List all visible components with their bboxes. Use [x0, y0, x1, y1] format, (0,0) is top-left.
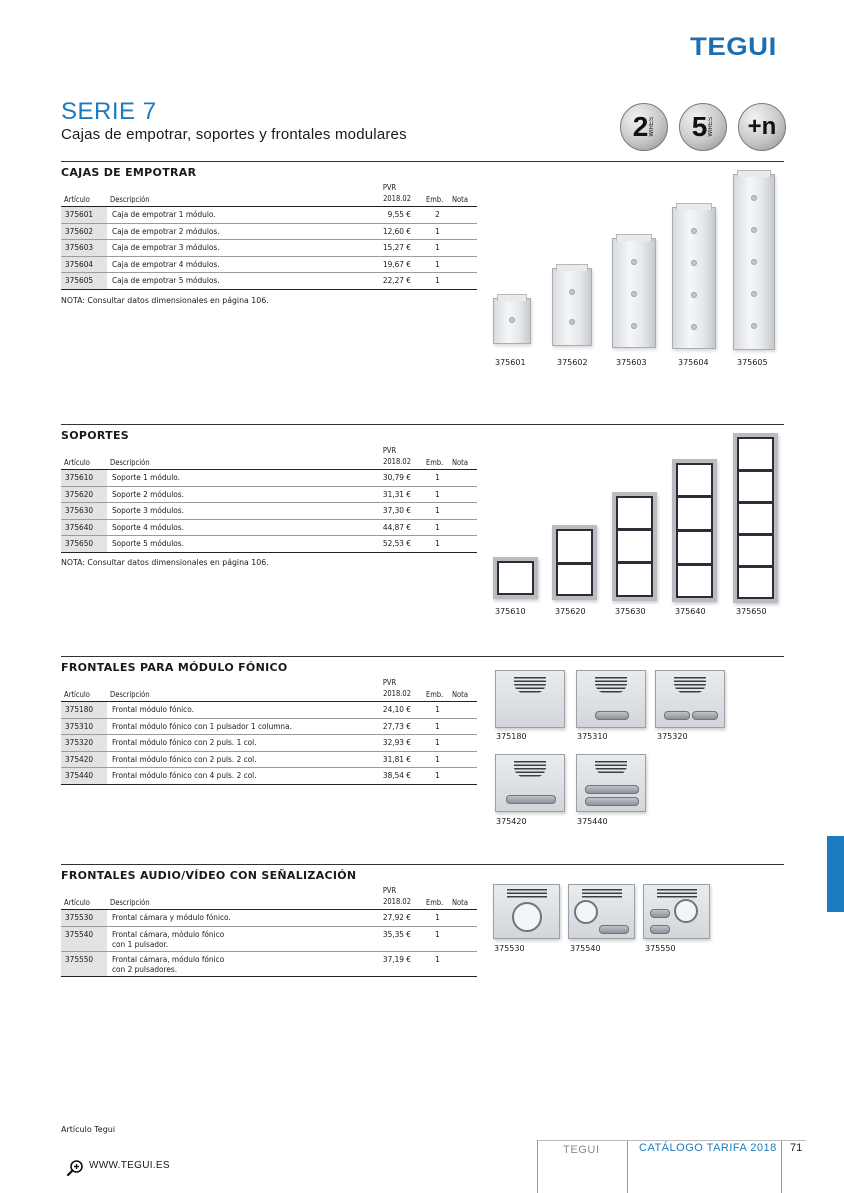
knockout-hole: [691, 228, 697, 234]
product-image-375530: [493, 884, 560, 939]
nota: [449, 256, 477, 273]
website-link[interactable]: WWW.TEGUI.ES: [89, 1160, 170, 1171]
push-button-icon: [506, 795, 556, 804]
product-caption: 375420: [496, 817, 527, 826]
price: 32,93 €: [365, 735, 423, 752]
table-row: [61, 926, 477, 951]
col-descripcion: Descripción: [107, 182, 365, 207]
knockout-hole: [691, 292, 697, 298]
module-divider: [616, 528, 653, 531]
table-row: [61, 240, 477, 257]
price: 35,35 €: [365, 926, 423, 951]
nota: [449, 951, 477, 976]
module-divider: [676, 529, 713, 532]
badge-number: 5: [691, 111, 708, 142]
table-row: [61, 910, 477, 927]
col-descripcion: Descripción: [107, 677, 365, 702]
speaker-grille: [674, 677, 706, 693]
description-line-2: con 1 pulsador.: [112, 938, 169, 949]
knockout-hole: [751, 227, 757, 233]
push-button-icon: [650, 909, 670, 918]
emb: 1: [423, 910, 449, 927]
article-code: 375602: [61, 223, 107, 240]
push-button-icon: [585, 785, 639, 794]
knockout-hole: [751, 323, 757, 329]
table-row: [61, 702, 477, 719]
price: 31,81 €: [365, 751, 423, 768]
col-nota: Nota: [449, 445, 477, 470]
product-image-375320: [655, 670, 725, 728]
module-divider: [737, 565, 774, 568]
description: Caja de empotrar 4 módulos.: [107, 256, 365, 273]
nota: [449, 519, 477, 536]
knockout-hole: [751, 291, 757, 297]
product-caption: 375650: [736, 607, 767, 616]
price: 24,10 €: [365, 702, 423, 719]
product-caption: 375602: [557, 358, 588, 367]
article-code: 375440: [61, 768, 107, 785]
product-caption: 375530: [494, 944, 525, 953]
table-row: [61, 503, 477, 520]
knockout-hole: [631, 259, 637, 265]
price: 38,54 €: [365, 768, 423, 785]
table-row: [61, 519, 477, 536]
product-caption: 375540: [570, 944, 601, 953]
article-code: 375601: [61, 207, 107, 224]
description: Caja de empotrar 3 módulos.: [107, 240, 365, 257]
module-divider: [737, 533, 774, 536]
table-row: [61, 470, 477, 487]
emb: 1: [423, 519, 449, 536]
camera-lens-icon: [512, 902, 542, 932]
col-emb: Emb.: [423, 182, 449, 207]
description: Caja de empotrar 5 módulos.: [107, 273, 365, 290]
nota: [449, 718, 477, 735]
footer-catalog: CATÁLOGO TARIFA 2018: [639, 1142, 777, 1154]
col-nota: Nota: [449, 885, 477, 910]
product-image-375601: [493, 298, 531, 344]
badge-plus-label: +n: [747, 113, 777, 140]
speaker-grille: [595, 761, 627, 775]
module-divider: [676, 495, 713, 498]
nota: [449, 503, 477, 520]
product-image-375640: [672, 459, 717, 602]
product-image-375540: [568, 884, 635, 939]
section-title: CAJAS DE EMPOTRAR: [61, 166, 197, 179]
col-articulo: Artículo: [61, 677, 107, 702]
table-header-row: [61, 885, 477, 910]
article-code: 375603: [61, 240, 107, 257]
product-caption: 375603: [616, 358, 647, 367]
description-line: Frontal cámara, módulo fónico: [112, 928, 225, 939]
page-number: 71: [790, 1142, 803, 1154]
dimension-note: NOTA: Consultar datos dimensionales en página 106.: [61, 558, 269, 567]
footer-rule: [538, 1140, 806, 1141]
product-image-375440: [576, 754, 646, 812]
table-header-row: [61, 182, 477, 207]
table-header-row: [61, 445, 477, 470]
speaker-grille: [507, 889, 547, 898]
price: 27,92 €: [365, 910, 423, 927]
price: 12,60 €: [365, 223, 423, 240]
nota: [449, 702, 477, 719]
section-title: FRONTALES PARA MÓDULO FÓNICO: [61, 661, 288, 674]
product-caption: 375320: [657, 732, 688, 741]
push-button-icon: [692, 711, 718, 720]
article-code: 375530: [61, 910, 107, 927]
description-line: Frontal cámara y módulo fónico.: [112, 912, 231, 922]
nota: [449, 240, 477, 257]
pvr-date: 2018.02: [383, 457, 411, 466]
camera-lens-icon: [674, 899, 698, 923]
emb: 1: [423, 702, 449, 719]
speaker-grille: [582, 889, 622, 898]
price: 37,30 €: [365, 503, 423, 520]
table-row: [61, 751, 477, 768]
description: [107, 910, 365, 927]
product-caption: 375550: [645, 944, 676, 953]
emb: 1: [423, 951, 449, 976]
emb: 1: [423, 735, 449, 752]
price: 22,27 €: [365, 273, 423, 290]
emb: 1: [423, 240, 449, 257]
article-code: 375420: [61, 751, 107, 768]
five-wires-badge-icon: [679, 103, 727, 151]
table-row: [61, 223, 477, 240]
col-articulo: Artículo: [61, 885, 107, 910]
table-row: [61, 256, 477, 273]
table-row: [61, 718, 477, 735]
emb: 1: [423, 751, 449, 768]
push-button-icon: [585, 797, 639, 806]
price: 31,31 €: [365, 486, 423, 503]
nota: [449, 536, 477, 553]
description: Frontal módulo fónico.: [107, 702, 365, 719]
article-code: 375650: [61, 536, 107, 553]
col-nota: Nota: [449, 677, 477, 702]
nota: [449, 223, 477, 240]
product-caption: 375610: [495, 607, 526, 616]
knockout-hole: [751, 259, 757, 265]
product-caption: 375620: [555, 607, 586, 616]
footer-divider: [537, 1140, 538, 1193]
col-nota: Nota: [449, 182, 477, 207]
product-image-375610: [493, 557, 538, 599]
footer-brand: TEGUI: [563, 1144, 600, 1156]
price: 27,73 €: [365, 718, 423, 735]
price-table: [61, 885, 477, 977]
col-descripcion: Descripción: [107, 445, 365, 470]
col-emb: Emb.: [423, 677, 449, 702]
product-image-375420: [495, 754, 565, 812]
emb: 1: [423, 536, 449, 553]
product-image-375550: [643, 884, 710, 939]
price-table: [61, 182, 477, 290]
pvr-label: PVR: [382, 678, 397, 687]
description: Soporte 4 módulos.: [107, 519, 365, 536]
price: 44,87 €: [365, 519, 423, 536]
description: Soporte 2 módulos.: [107, 486, 365, 503]
price: 37,19 €: [365, 951, 423, 976]
speaker-grille: [657, 889, 697, 898]
article-code: 375550: [61, 951, 107, 976]
emb: 1: [423, 256, 449, 273]
product-caption: 375640: [675, 607, 706, 616]
price-table: [61, 445, 477, 553]
nota: [449, 273, 477, 290]
table-row: [61, 768, 477, 785]
description: Soporte 1 módulo.: [107, 470, 365, 487]
page-subtitle: Cajas de empotrar, soportes y frontales modulares: [61, 126, 407, 143]
article-code: 375180: [61, 702, 107, 719]
push-button-icon: [595, 711, 629, 720]
page-title: SERIE 7: [61, 98, 157, 125]
col-emb: Emb.: [423, 885, 449, 910]
price: 52,53 €: [365, 536, 423, 553]
knockout-hole: [569, 289, 575, 295]
product-image-375604: [672, 207, 716, 349]
product-image-375180: [495, 670, 565, 728]
pvr-label: PVR: [382, 886, 397, 895]
description: Frontal módulo fónico con 4 puls. 2 col.: [107, 768, 365, 785]
description: Frontal módulo fónico con 2 puls. 2 col.: [107, 751, 365, 768]
badge-wires-label: WIRES: [649, 117, 656, 137]
pvr-label: PVR: [382, 183, 397, 192]
speaker-grille: [514, 761, 546, 777]
product-caption: 375440: [577, 817, 608, 826]
pvr-date: 2018.02: [383, 689, 411, 698]
price: 15,27 €: [365, 240, 423, 257]
col-descripcion: Descripción: [107, 885, 365, 910]
footer-divider: [627, 1140, 628, 1193]
product-caption: 375310: [577, 732, 608, 741]
product-caption: 375180: [496, 732, 527, 741]
table-row: [61, 951, 477, 976]
article-code: 375640: [61, 519, 107, 536]
nota: [449, 910, 477, 927]
tegui-logo: TEGUI: [690, 33, 777, 61]
col-articulo: Artículo: [61, 182, 107, 207]
table-row: [61, 207, 477, 224]
speaker-grille: [595, 677, 627, 693]
knockout-hole: [751, 195, 757, 201]
product-image-375650: [733, 433, 778, 603]
article-code: 375620: [61, 486, 107, 503]
camera-lens-icon: [574, 900, 598, 924]
footer-divider: [781, 1140, 782, 1193]
magnifier-plus-icon[interactable]: [66, 1159, 84, 1177]
product-caption: 375601: [495, 358, 526, 367]
product-caption: 375630: [615, 607, 646, 616]
badge-number: 2: [632, 111, 649, 142]
table-row: [61, 735, 477, 752]
section-title: FRONTALES AUDIO/VÍDEO CON SEÑALIZACIÓN: [61, 869, 357, 882]
knockout-hole: [509, 317, 515, 323]
col-pvr: [365, 445, 423, 470]
nota: [449, 751, 477, 768]
push-button-icon: [650, 925, 670, 934]
plus-n-badge-icon: [738, 103, 786, 151]
description: Caja de empotrar 2 módulos.: [107, 223, 365, 240]
speaker-grille: [514, 677, 546, 693]
nota: [449, 735, 477, 752]
knockout-hole: [631, 323, 637, 329]
emb: 1: [423, 486, 449, 503]
description: Frontal módulo fónico con 1 pulsador 1 columna.: [107, 718, 365, 735]
emb: 2: [423, 207, 449, 224]
table-row: [61, 486, 477, 503]
module-divider: [737, 469, 774, 472]
product-image-375602: [552, 268, 592, 346]
product-image-375620: [552, 525, 597, 600]
emb: 1: [423, 768, 449, 785]
knockout-hole: [691, 324, 697, 330]
article-code: 375610: [61, 470, 107, 487]
emb: 1: [423, 470, 449, 487]
emb: 1: [423, 273, 449, 290]
product-caption: 375605: [737, 358, 768, 367]
description: [107, 926, 365, 951]
description: Soporte 5 módulos.: [107, 536, 365, 553]
product-image-375603: [612, 238, 656, 348]
wire-badges: [620, 103, 786, 151]
price: 30,79 €: [365, 470, 423, 487]
nota: [449, 768, 477, 785]
price: 19,67 €: [365, 256, 423, 273]
article-code: 375540: [61, 926, 107, 951]
product-image-375605: [733, 174, 775, 350]
table-header-row: [61, 677, 477, 702]
table-row: [61, 273, 477, 290]
col-pvr: [365, 677, 423, 702]
article-code: 375605: [61, 273, 107, 290]
article-legend: Artículo Tegui: [61, 1125, 116, 1134]
knockout-hole: [631, 291, 637, 297]
two-wires-badge-icon: [620, 103, 668, 151]
article-code: 375320: [61, 735, 107, 752]
table-row: [61, 536, 477, 553]
pvr-date: 2018.02: [383, 194, 411, 203]
section-side-tab: [827, 836, 844, 912]
col-pvr: [365, 885, 423, 910]
emb: 1: [423, 926, 449, 951]
description-line: Frontal cámara, módulo fónico: [112, 953, 225, 964]
product-image-375310: [576, 670, 646, 728]
nota: [449, 926, 477, 951]
product-caption: 375604: [678, 358, 709, 367]
module-divider: [616, 561, 653, 564]
knockout-hole: [691, 260, 697, 266]
col-articulo: Artículo: [61, 445, 107, 470]
module-divider: [556, 562, 593, 565]
price: 9,55 €: [365, 207, 423, 224]
push-button-icon: [664, 711, 690, 720]
knockout-hole: [569, 319, 575, 325]
module-divider: [676, 563, 713, 566]
col-emb: Emb.: [423, 445, 449, 470]
pvr-label: PVR: [382, 446, 397, 455]
product-image-375630: [612, 492, 657, 601]
dimension-note: NOTA: Consultar datos dimensionales en página 106.: [61, 296, 269, 305]
price-table: [61, 677, 477, 785]
badge-wires-label: WIRES: [708, 117, 715, 137]
emb: 1: [423, 503, 449, 520]
pvr-date: 2018.02: [383, 897, 411, 906]
nota: [449, 486, 477, 503]
description: Frontal módulo fónico con 2 puls. 1 col.: [107, 735, 365, 752]
col-pvr: [365, 182, 423, 207]
description-line-2: con 2 pulsadores.: [112, 963, 178, 974]
nota: [449, 207, 477, 224]
nota: [449, 470, 477, 487]
section-title: SOPORTES: [61, 429, 130, 442]
description: Soporte 3 módulos.: [107, 503, 365, 520]
article-code: 375604: [61, 256, 107, 273]
description: [107, 951, 365, 976]
emb: 1: [423, 718, 449, 735]
article-code: 375310: [61, 718, 107, 735]
push-button-icon: [599, 925, 629, 934]
module-divider: [737, 501, 774, 504]
emb: 1: [423, 223, 449, 240]
article-code: 375630: [61, 503, 107, 520]
description: Caja de empotrar 1 módulo.: [107, 207, 365, 224]
